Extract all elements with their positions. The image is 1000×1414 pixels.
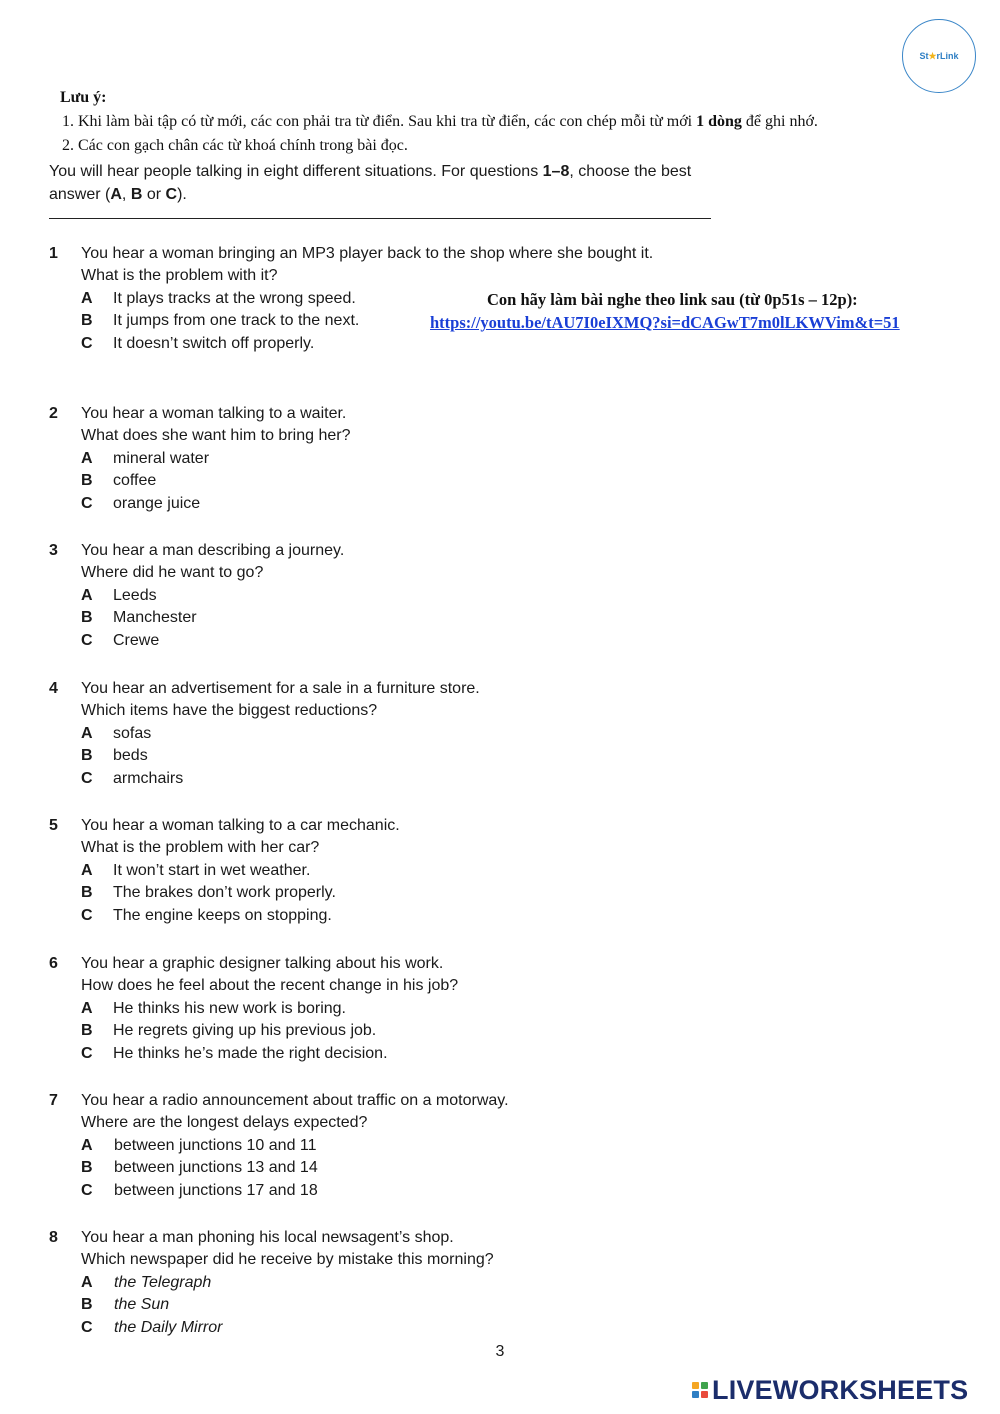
option-letter: A xyxy=(81,724,93,742)
option-b[interactable] xyxy=(49,882,729,904)
option-text: Manchester xyxy=(113,609,197,627)
liveworksheets-watermark xyxy=(692,1376,968,1404)
starlink-logo xyxy=(902,19,976,93)
intro-letter-b: B xyxy=(130,185,143,203)
option-letter: A xyxy=(81,1273,93,1291)
option-letter: C xyxy=(81,1318,93,1336)
option-text: orange juice xyxy=(113,494,201,512)
liveworksheets-text: LIVEWORKSHEETS xyxy=(712,1374,969,1405)
option-b[interactable] xyxy=(49,1020,729,1042)
question-3 xyxy=(49,540,729,652)
option-c[interactable] xyxy=(49,1317,729,1339)
option-b[interactable] xyxy=(49,470,729,492)
question-number: 5 xyxy=(49,817,58,834)
question-prompt: What is the problem with it? xyxy=(81,267,278,285)
option-text: It doesn’t switch off properly. xyxy=(113,334,315,352)
logo-text-prefix: St xyxy=(919,51,929,61)
option-letter: B xyxy=(81,1159,93,1177)
option-a[interactable] xyxy=(49,723,729,745)
question-context: You hear a man phoning his local newsagent’s shop. xyxy=(81,1229,454,1246)
question-context: You hear a woman bringing an MP3 player back to the shop where she bought it. xyxy=(81,245,654,262)
option-text: between junctions 17 and 18 xyxy=(114,1181,318,1199)
intro-text-2: , choose the best answer ( xyxy=(49,163,692,203)
option-letter: A xyxy=(81,586,93,604)
option-b[interactable] xyxy=(49,1294,729,1316)
question-number: 4 xyxy=(49,680,58,697)
option-c[interactable] xyxy=(49,768,729,790)
page-number: 3 xyxy=(495,1343,505,1360)
question-number: 6 xyxy=(49,955,58,972)
option-text: The brakes don’t work properly. xyxy=(113,884,336,902)
listening-instruction: Con hãy làm bài nghe theo link sau (từ 0p51s – 12p): xyxy=(487,290,858,309)
option-b[interactable] xyxy=(49,310,729,332)
option-letter: B xyxy=(81,1022,93,1040)
question-number: 7 xyxy=(49,1092,58,1109)
task-instructions xyxy=(49,161,719,206)
question-prompt: Which items have the biggest reductions? xyxy=(81,702,378,720)
option-letter: C xyxy=(81,494,93,512)
liveworksheets-icon xyxy=(692,1382,708,1398)
option-c[interactable] xyxy=(49,333,729,355)
question-5 xyxy=(49,815,729,927)
question-prompt: Where are the longest delays expected? xyxy=(81,1114,368,1132)
option-c[interactable] xyxy=(49,630,729,652)
intro-letter-a: A xyxy=(110,185,122,203)
option-text: armchairs xyxy=(113,769,184,787)
option-letter: C xyxy=(81,631,93,649)
question-context: You hear a woman talking to a car mechanic. xyxy=(81,817,400,834)
option-letter: B xyxy=(81,1296,93,1314)
option-a[interactable] xyxy=(49,998,729,1020)
question-8 xyxy=(49,1227,729,1339)
question-context: You hear a radio announcement about traffic on a motorway. xyxy=(81,1092,509,1109)
intro-letter-c: C xyxy=(165,185,178,203)
question-number: 1 xyxy=(49,245,58,262)
logo-text-suffix: rLink xyxy=(936,51,959,61)
option-b[interactable] xyxy=(49,1157,729,1179)
option-letter: B xyxy=(81,609,93,627)
option-text: coffee xyxy=(113,472,157,490)
option-letter: C xyxy=(81,906,93,924)
notes-title: Lưu ý: xyxy=(60,89,107,106)
question-number: 2 xyxy=(49,405,58,422)
question-6 xyxy=(49,953,729,1065)
option-text: the Sun xyxy=(114,1296,170,1314)
option-text: mineral water xyxy=(113,449,210,467)
question-prompt: Which newspaper did he receive by mistake this morning? xyxy=(81,1251,494,1269)
intro-sep-2: or xyxy=(142,185,166,203)
option-text: between junctions 13 and 14 xyxy=(114,1159,318,1177)
option-text: It won’t start in wet weather. xyxy=(113,861,311,879)
intro-text-1: You will hear people talking in eight different situations. For questions xyxy=(49,163,543,180)
question-7 xyxy=(49,1090,729,1202)
star-icon: ★ xyxy=(928,50,937,61)
option-letter: B xyxy=(81,472,93,490)
option-c[interactable] xyxy=(49,493,729,515)
note-line-1-bold: 1 dòng xyxy=(696,113,742,130)
youtube-link[interactable]: https://youtu.be/tAU7I0eIXMQ?si=dCAGwT7m0lLKWVim&t=51 xyxy=(430,313,900,332)
option-text: He thinks his new work is boring. xyxy=(113,999,346,1017)
question-prompt: How does he feel about the recent change in his job? xyxy=(81,977,459,995)
question-context: You hear a man describing a journey. xyxy=(81,542,345,559)
option-text: the Daily Mirror xyxy=(114,1318,223,1336)
option-letter: B xyxy=(81,312,93,330)
option-letter: A xyxy=(81,449,93,467)
option-a[interactable] xyxy=(49,1135,729,1157)
option-a[interactable] xyxy=(49,448,729,470)
divider-line xyxy=(49,218,711,219)
option-text: He regrets giving up his previous job. xyxy=(113,1022,377,1040)
option-text: Crewe xyxy=(113,631,160,649)
option-letter: B xyxy=(81,884,93,902)
option-letter: C xyxy=(81,769,93,787)
intro-text-3: ). xyxy=(177,185,187,203)
option-b[interactable] xyxy=(49,607,729,629)
question-number: 8 xyxy=(49,1229,58,1246)
question-2 xyxy=(49,403,729,515)
option-letter: C xyxy=(81,1044,93,1062)
option-c[interactable] xyxy=(49,905,729,927)
option-text: It plays tracks at the wrong speed. xyxy=(113,289,356,307)
question-4 xyxy=(49,678,729,790)
option-a[interactable] xyxy=(49,1272,729,1294)
option-letter: A xyxy=(81,861,93,879)
question-number: 3 xyxy=(49,542,58,559)
question-prompt: What is the problem with her car? xyxy=(81,839,320,857)
option-letter: B xyxy=(81,747,93,765)
option-text: beds xyxy=(113,747,148,765)
option-text: It jumps from one track to the next. xyxy=(113,312,360,330)
option-text: He thinks he’s made the right decision. xyxy=(113,1044,388,1062)
question-prompt: What does she want him to bring her? xyxy=(81,427,351,445)
option-text: the Telegraph xyxy=(114,1273,212,1291)
option-letter: A xyxy=(81,999,93,1017)
note-line-1-end: để ghi nhớ. xyxy=(741,113,818,130)
option-a[interactable] xyxy=(49,860,729,882)
intro-sep-1: , xyxy=(121,185,131,203)
question-context: You hear a graphic designer talking about his work. xyxy=(81,955,444,972)
question-context: You hear a woman talking to a waiter. xyxy=(81,405,347,422)
intro-range: 1–8 xyxy=(542,163,570,180)
option-a[interactable] xyxy=(49,585,729,607)
notes-section xyxy=(60,86,960,158)
option-letter: A xyxy=(81,1136,93,1154)
option-text: sofas xyxy=(113,724,152,742)
option-letter: A xyxy=(81,289,93,307)
note-line-2: 2. Các con gạch chân các từ khoá chính trong bài đọc. xyxy=(62,137,408,154)
option-text: The engine keeps on stopping. xyxy=(113,906,332,924)
option-text: between junctions 10 and 11 xyxy=(114,1136,317,1154)
option-c[interactable] xyxy=(49,1043,729,1065)
question-1 xyxy=(49,243,729,355)
question-prompt: Where did he want to go? xyxy=(81,564,264,582)
option-a[interactable] xyxy=(49,288,729,310)
option-c[interactable] xyxy=(49,1180,729,1202)
option-letter: C xyxy=(81,334,93,352)
note-line-1-text: 1. Khi làm bài tập có từ mới, các con phải tra từ điển. Sau khi tra từ điển, các con chép mỗi từ mới xyxy=(62,113,697,130)
option-text: Leeds xyxy=(113,586,157,604)
question-context: You hear an advertisement for a sale in a furniture store. xyxy=(81,680,480,697)
note-line-1 xyxy=(60,110,960,134)
option-b[interactable] xyxy=(49,745,729,767)
option-letter: C xyxy=(81,1181,93,1199)
